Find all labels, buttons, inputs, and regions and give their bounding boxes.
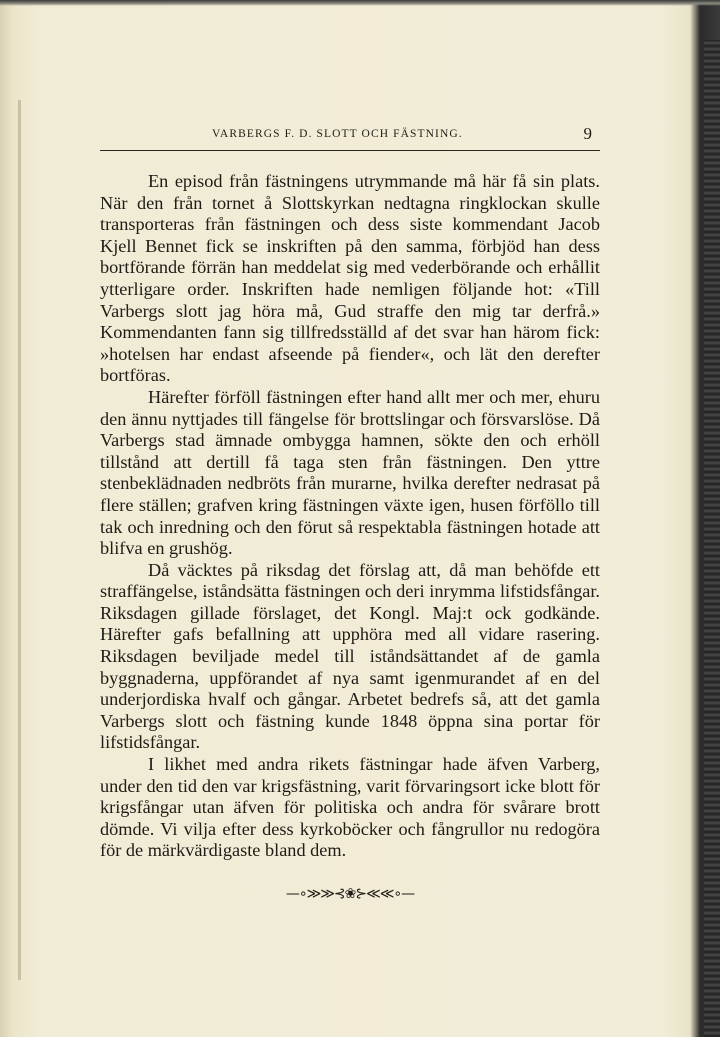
- body-text: [100, 171, 600, 862]
- paragraph-2: Härefter förföll fästningen efter hand allt mer och mer, ehuru den ännu nyttjades till fängelse för brottslingar och försvarslöse. Då Varbergs stad ämnade ombygga hamnen, sökte den och erhöll tillstånd att dertill få taga sten från fästningen. Den yttre stenbeklädnaden nedbröts från murarne, hvilka derefter nedrasat på flere ställen; grafven kring fästningen växte igen, husen förföllo till tak och inredning och den förut så respektabla fästningen hotade att blifva en grushög.: [100, 386, 600, 559]
- page-content: [100, 122, 600, 902]
- binding-gutter: [18, 100, 21, 980]
- running-head: VARBERGS F. D. SLOTT OCH FÄSTNING.: [212, 128, 463, 140]
- paragraph-3: Då väcktes på riksdag det förslag att, då man behöfde ett straffängelse, iståndsätta fästningen och deri inrymma lifstidsfångar. Riksdagen gillade förslaget, det Kongl. Maj:t ock godkände. Härefter gafs befallning att upphöra med all vidare rasering. Riksdagen beviljade medel till iståndsättandet af de gamla byggnaderna, uppförandet af nya samt igenmurandet af en del underjordiska hvalf och gångar. Arbetet bedrefs så, att det gamla Varbergs slott och fästning kunde 1848 öppna sina portar för lifstidsfångar.: [100, 559, 600, 753]
- book-edge: [704, 40, 720, 1037]
- top-edge-shadow: [0, 0, 720, 6]
- paragraph-1: En episod från fästningens utrymmande må här få sin plats. När den från tornet å Slottskyrkan nedtagna ringklockan skulle transporteras från fästningen och dess siste kommendant Jacob Kjell Bennet fick se inskriften på den samma, förbjöd han dess bortförande förrän han meddelat sig med vederbörande och erhållit ytterligare order. Inskriften hade nemligen följande hot: «Till Varbergs slott jag höra må, Gud straffe den mig tar derfrå.» Kommendanten fann sig tillfredsställd af det svar han härom fick: »hotelsen har endast afseende på fiender«, och lät den derefter bortföras.: [100, 171, 600, 386]
- ornamental-divider: —∘≫≫⊰❀⊱≪≪∘—: [285, 886, 415, 902]
- page-header: [100, 122, 600, 151]
- page-number: 9: [583, 124, 592, 143]
- paragraph-4: I likhet med andra rikets fästningar hade äfven Varberg, under den tid den var krigsfästning, varit förvaringsort icke blott för krigsfångar utan äfven för politiska och andra för svårare brott dömde. Vi vilja efter dess kyrkoböcker och fångrullor nu redogöra för de märkvärdigaste bland dem.: [100, 754, 600, 861]
